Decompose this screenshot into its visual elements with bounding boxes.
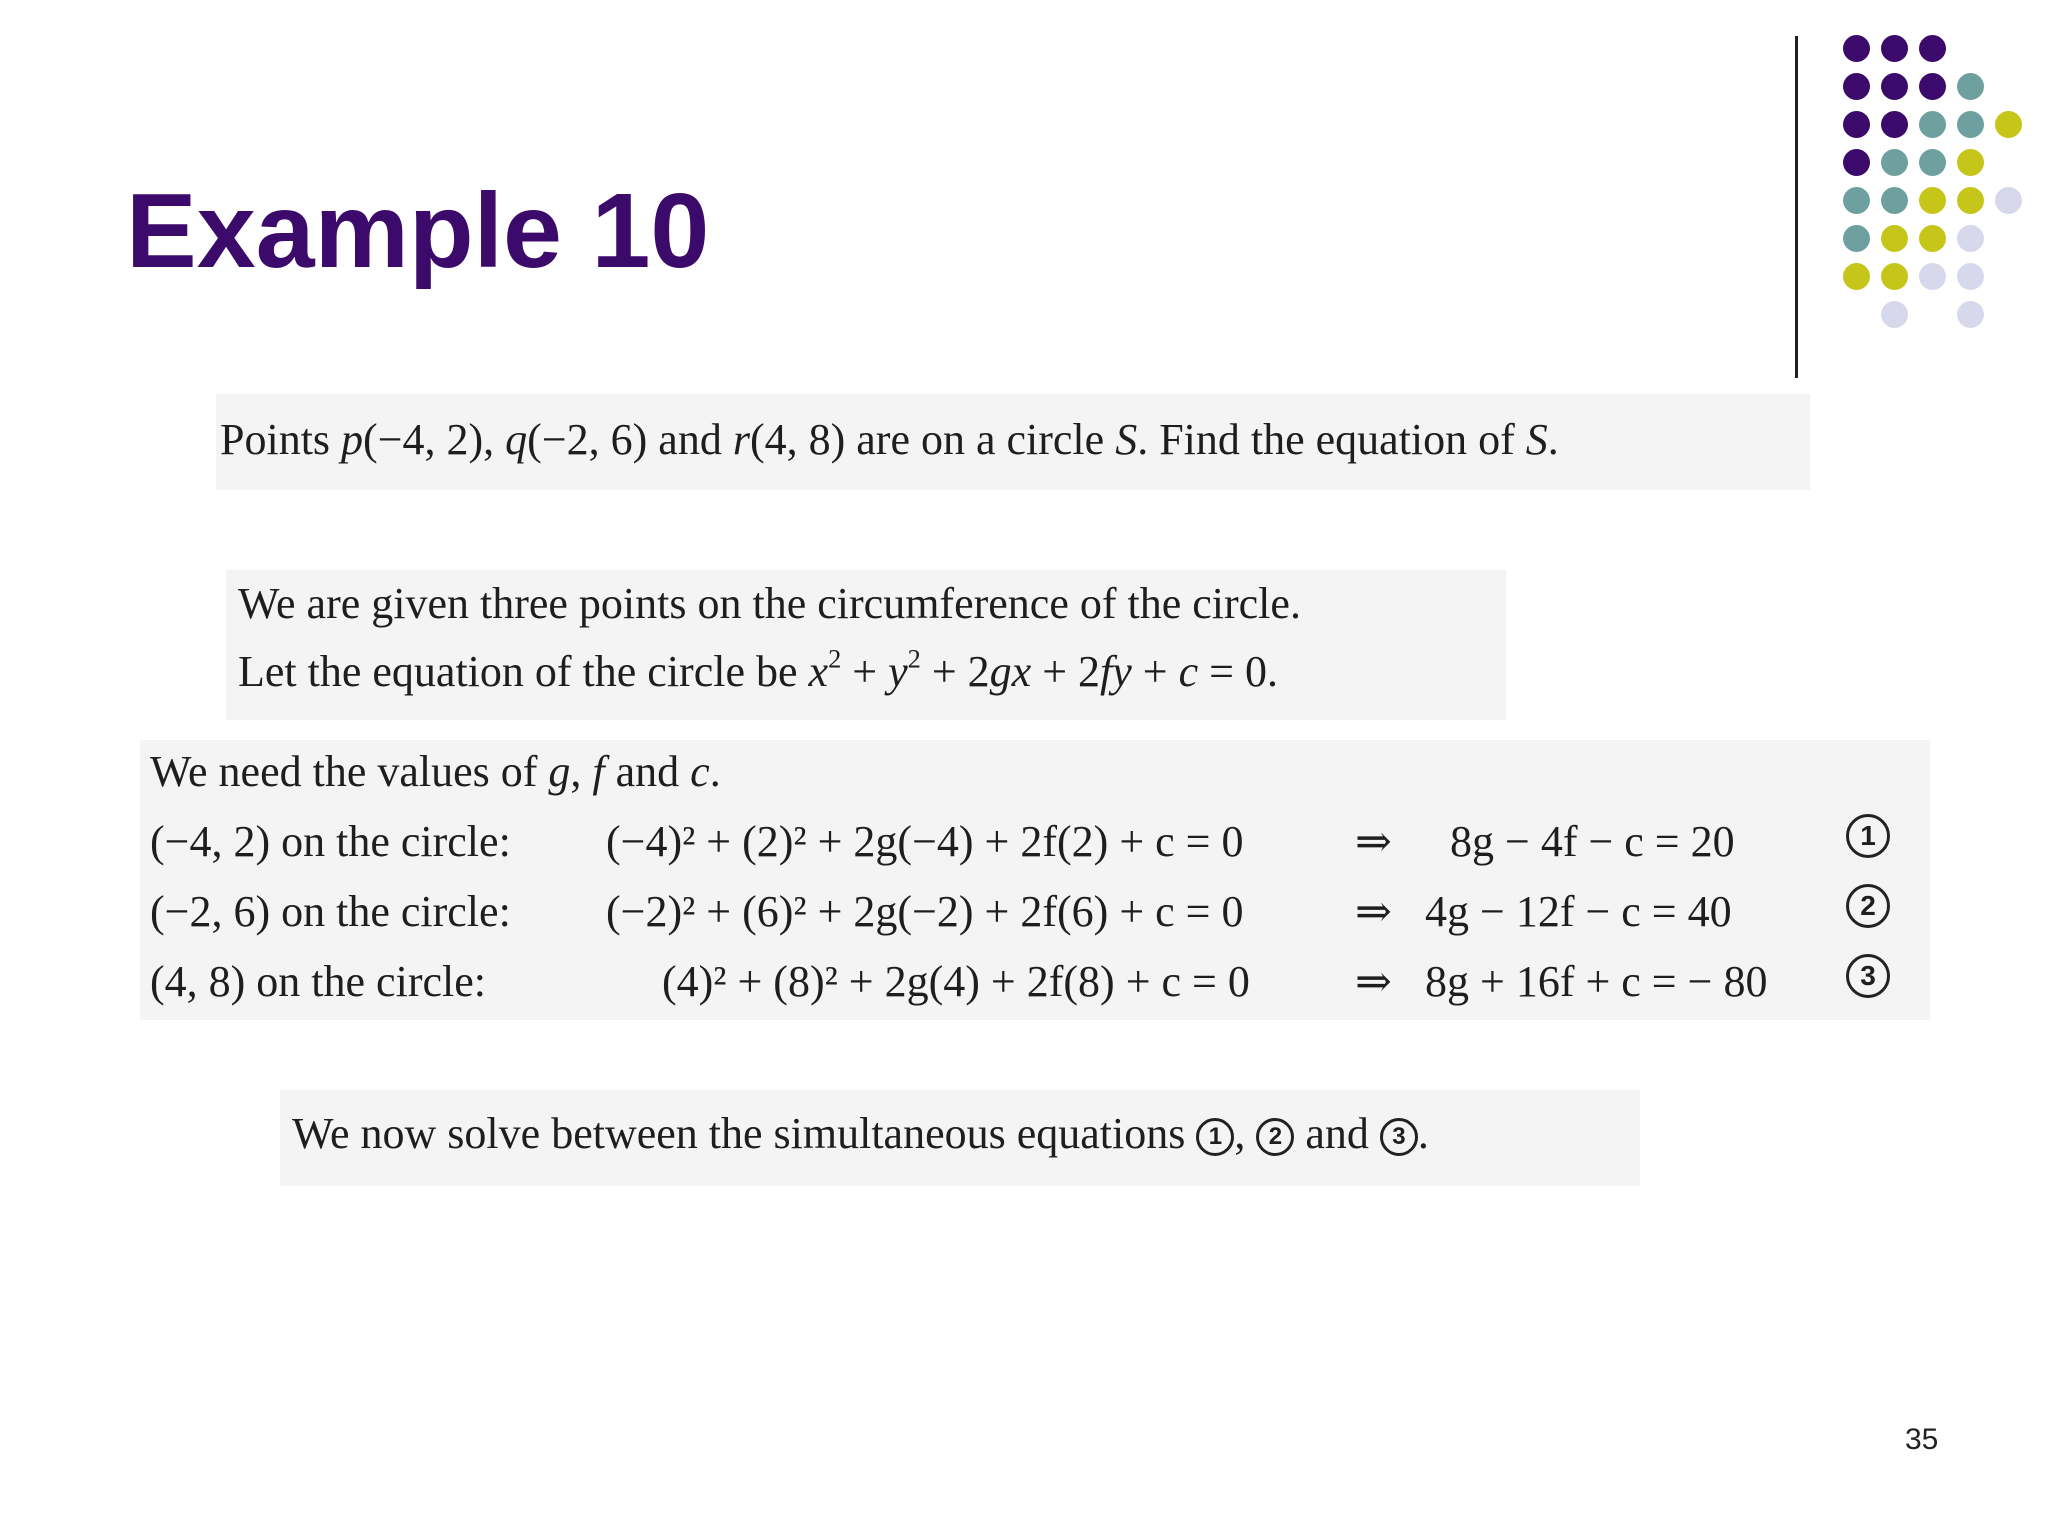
row-1-marker xyxy=(1846,810,1890,858)
row-1-rhs: 8g − 4f − c = 20 xyxy=(1450,817,1735,866)
vertical-divider xyxy=(1795,36,1798,378)
decorative-dot xyxy=(1919,149,1946,176)
decorative-dot xyxy=(1957,263,1984,290)
circled-3-icon: 3 xyxy=(1380,1118,1418,1156)
slide-title: Example 10 xyxy=(126,172,710,290)
row-3-rhs: 8g + 16f + c = − 80 xyxy=(1425,957,1768,1006)
row-2-lhs: (−2)² + (6)² + 2g(−2) + 2f(6) + c = 0 xyxy=(606,887,1244,936)
circled-2-icon: 2 xyxy=(1846,884,1890,928)
row-3-arrow: ⇒ xyxy=(1355,957,1392,1006)
row-2-marker xyxy=(1846,880,1890,928)
decorative-dot xyxy=(1957,187,1984,214)
decorative-dot xyxy=(1843,225,1870,252)
decorative-dot xyxy=(1919,35,1946,62)
row-3-lhs: (4)² + (8)² + 2g(4) + 2f(8) + c = 0 xyxy=(662,957,1250,1006)
circled-1-icon: 1 xyxy=(1196,1118,1234,1156)
decorative-dot xyxy=(1957,149,1984,176)
decorative-dot xyxy=(1881,35,1908,62)
decorative-dot xyxy=(1843,263,1870,290)
row-2-rhs: 4g − 12f − c = 40 xyxy=(1425,887,1732,936)
decorative-dot xyxy=(1843,35,1870,62)
page-number: 35 xyxy=(1905,1423,1939,1456)
decorative-dot xyxy=(1919,263,1946,290)
decorative-dot xyxy=(1995,111,2022,138)
row-2-arrow: ⇒ xyxy=(1355,887,1392,936)
decorative-dot xyxy=(1957,225,1984,252)
row-3-marker xyxy=(1846,950,1890,998)
circled-2-icon: 2 xyxy=(1256,1118,1294,1156)
decorative-dot xyxy=(1843,111,1870,138)
decorative-dot xyxy=(1881,187,1908,214)
decorative-dot xyxy=(1881,225,1908,252)
decorative-dot xyxy=(1881,301,1908,328)
decorative-dot xyxy=(1881,149,1908,176)
decorative-dot xyxy=(1919,73,1946,100)
decorative-dot xyxy=(1843,149,1870,176)
decorative-dot xyxy=(1881,263,1908,290)
decorative-dot xyxy=(1957,301,1984,328)
row-2-label: (−2, 6) on the circle: xyxy=(150,887,511,936)
decorative-dot xyxy=(1843,73,1870,100)
problem-statement: Points p(−4, 2), q(−2, 6) and r(4, 8) are on a circle S. Find the equation of S. xyxy=(220,415,1559,464)
row-1-lhs: (−4)² + (2)² + 2g(−4) + 2f(2) + c = 0 xyxy=(606,817,1244,866)
decorative-dot xyxy=(1881,73,1908,100)
row-1-label: (−4, 2) on the circle: xyxy=(150,817,511,866)
row-3-label: (4, 8) on the circle: xyxy=(150,957,486,1006)
decorative-dot xyxy=(1957,111,1984,138)
decorative-dot xyxy=(1919,187,1946,214)
decorative-dot xyxy=(1843,187,1870,214)
decorative-dot xyxy=(1919,111,1946,138)
decorative-dot xyxy=(1881,111,1908,138)
given-line-2: Let the equation of the circle be $x^2 + y^2 + 2gx + 2fy + c = 0$. xyxy=(238,643,1278,696)
circled-1-icon: 1 xyxy=(1846,814,1890,858)
conclusion-line: We now solve between the simultaneous equations 1 , 2 and 3 . xyxy=(292,1109,1429,1158)
circled-3-icon: 3 xyxy=(1846,954,1890,998)
decorative-dot xyxy=(1957,73,1984,100)
need-values-line: We need the values of g, f and c. xyxy=(150,747,721,796)
decorative-dot xyxy=(1919,225,1946,252)
decorative-dot xyxy=(1995,187,2022,214)
given-line-1: We are given three points on the circumference of the circle. xyxy=(238,579,1301,628)
row-1-arrow: ⇒ xyxy=(1355,817,1392,866)
